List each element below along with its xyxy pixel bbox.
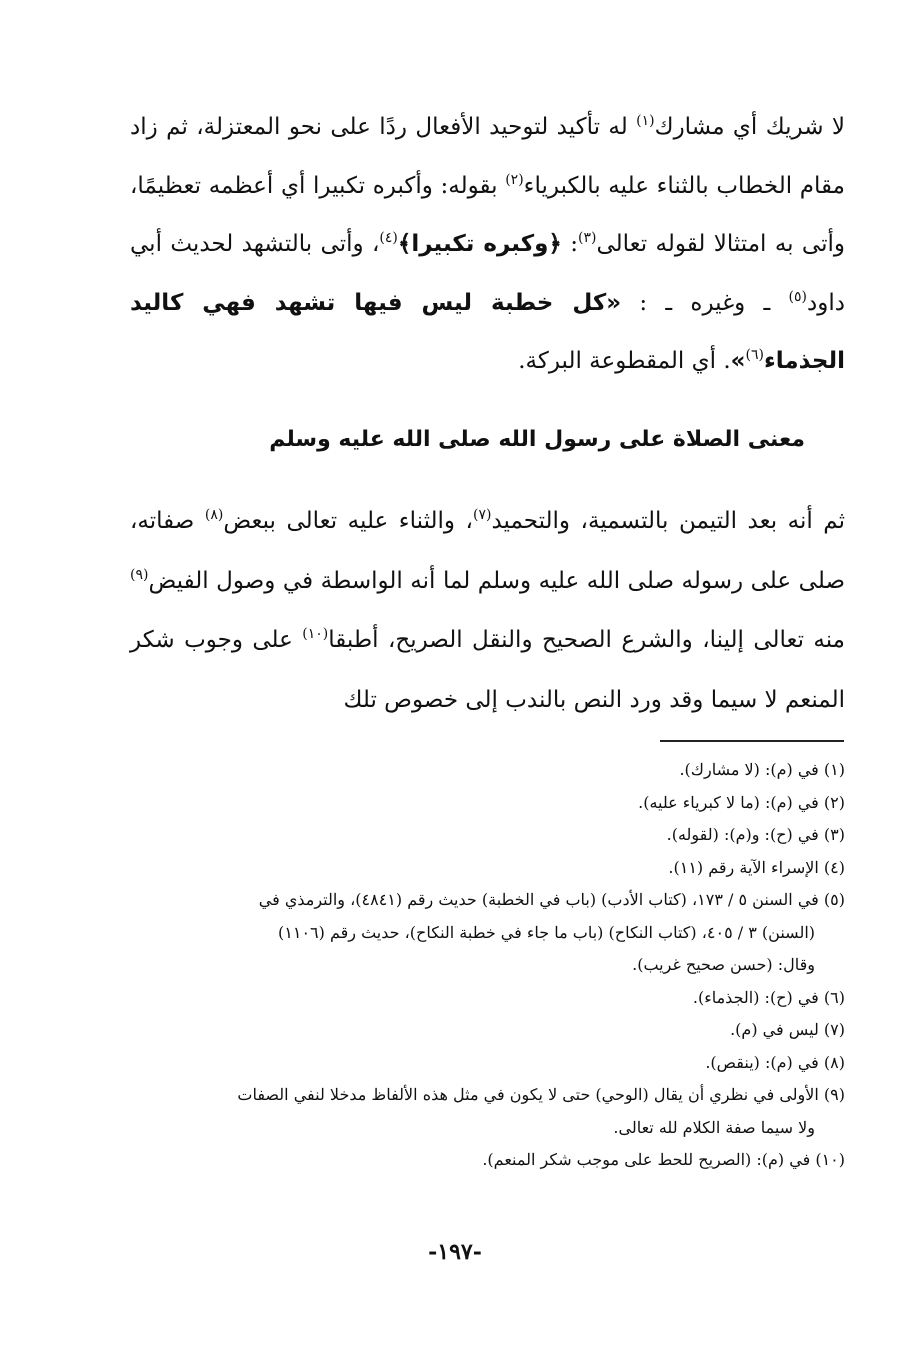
footnote-9: (٩) الأولى في نظري أن يقال (الوحي) حتى لا يكون في مثل هذه الألفاظ مدخلا لنفي الصفات bbox=[237, 1085, 845, 1104]
footnote-1: (١) في (م): (لا مشارك). bbox=[679, 760, 845, 779]
footnote-ref-9[interactable]: (٩) bbox=[130, 566, 149, 583]
paragraph-1-text-4: : bbox=[561, 231, 578, 257]
paragraph-1-text-3: بقوله: وأكبره تكبيرا أي أعظمه تعظيمًا، وأتى به امتثالا لقوله تعالى bbox=[130, 172, 845, 257]
footnote-5-line-3: وقال: (حسن صحيح غريب). bbox=[632, 955, 815, 974]
footnote-8: (٨) في (م): (ينقص). bbox=[705, 1052, 845, 1072]
footnote-ref-1[interactable]: (١) bbox=[636, 113, 655, 129]
paragraph-2-text-5: على وجوب شكر المنعم لا سيما وقد ورد النص بالندب إلى خصوص تلك bbox=[130, 627, 845, 713]
footnote-ref-2[interactable]: (٢) bbox=[505, 171, 524, 188]
footnote-3: (٣) في (ح): و(م): (لقوله). bbox=[666, 825, 845, 844]
footnotes-list bbox=[130, 754, 845, 1177]
footnote-9-line-2: ولا سيما صفة الكلام لله تعالى. bbox=[613, 1117, 815, 1137]
paragraph-2-text-2: ، والثناء عليه تعالى ببعض bbox=[223, 508, 473, 534]
quranic-verse: ﴿وكبره تكبيرا﴾ bbox=[397, 231, 562, 257]
footnote-2: (٢) في (م): (ما لا كبرياء عليه). bbox=[638, 792, 845, 812]
footnote-6: (٦) في (ح): (الجذماء). bbox=[692, 987, 845, 1007]
footnote-ref-3[interactable]: (٣) bbox=[577, 230, 597, 246]
footnote-ref-10[interactable]: (١٠) bbox=[302, 626, 329, 642]
footnote-10: (١٠) في (م): (الصريح للحط على موجب شكر المنعم). bbox=[482, 1150, 845, 1169]
footnote-ref-7[interactable]: (٧) bbox=[472, 507, 492, 523]
paragraph-1 bbox=[130, 98, 867, 391]
paragraph-1-text-5: ، وأتى بالتشهد لحديث أبي داود bbox=[130, 231, 845, 316]
footnote-separator bbox=[660, 740, 844, 742]
footnote-ref-5[interactable]: (٥) bbox=[788, 288, 808, 305]
paragraph-1-text-7: . أي المقطوعة البركة. bbox=[518, 348, 731, 374]
paragraph-1-text-6: ـ وغيره ـ : bbox=[621, 289, 789, 316]
paragraph-2-text-1: ثم أنه بعد التيمن بالتسمية، والتحميد bbox=[491, 508, 846, 534]
paragraph-2 bbox=[130, 492, 867, 730]
footnote-4: (٤) الإسراء الآية رقم (١١). bbox=[668, 857, 845, 877]
hadith-quote: «كل خطبة ليس فيها تشهد فهي كاليد الجذماء bbox=[130, 289, 845, 374]
paragraph-1-text-1: لا شريك أي مشارك bbox=[654, 114, 845, 140]
section-heading: معنى الصلاة على رسول الله صلى الله عليه وسلم bbox=[269, 427, 805, 452]
paragraph-2-text-4: منه تعالى إلينا، والشرع الصحيح والنقل الصريح، أطبقا bbox=[328, 627, 845, 653]
paragraph-2-text-3: صفاته، صلى على رسوله صلى الله عليه وسلم لما أنه الواسطة في وصول الفيض bbox=[130, 508, 845, 594]
hadith-quote-close: » bbox=[730, 348, 746, 374]
footnote-ref-6[interactable]: (٦) bbox=[745, 347, 764, 363]
page-number: -١٩٧- bbox=[428, 1239, 482, 1265]
footnote-ref-8[interactable]: (٨) bbox=[204, 507, 224, 523]
footnote-ref-4[interactable]: (٤) bbox=[379, 230, 398, 246]
footnote-5: (٥) في السنن ٥ / ١٧٣، (كتاب الأدب) (باب في الخطبة) حديث رقم (٤٨٤١)، والترمذي في bbox=[258, 890, 845, 909]
footnote-7: (٧) ليس في (م). bbox=[730, 1020, 845, 1039]
footnote-5-line-2: (السنن) ٣ / ٤٠٥، (كتاب النكاح) (باب ما جاء في خطبة النكاح)، حديث رقم (١١٠٦) bbox=[278, 922, 815, 942]
paragraph-1-text-2: له تأكيد لتوحيد الأفعال ردًا على نحو المعتزلة، ثم زاد مقام الخطاب بالثناء عليه بالكبرياء bbox=[130, 114, 845, 199]
